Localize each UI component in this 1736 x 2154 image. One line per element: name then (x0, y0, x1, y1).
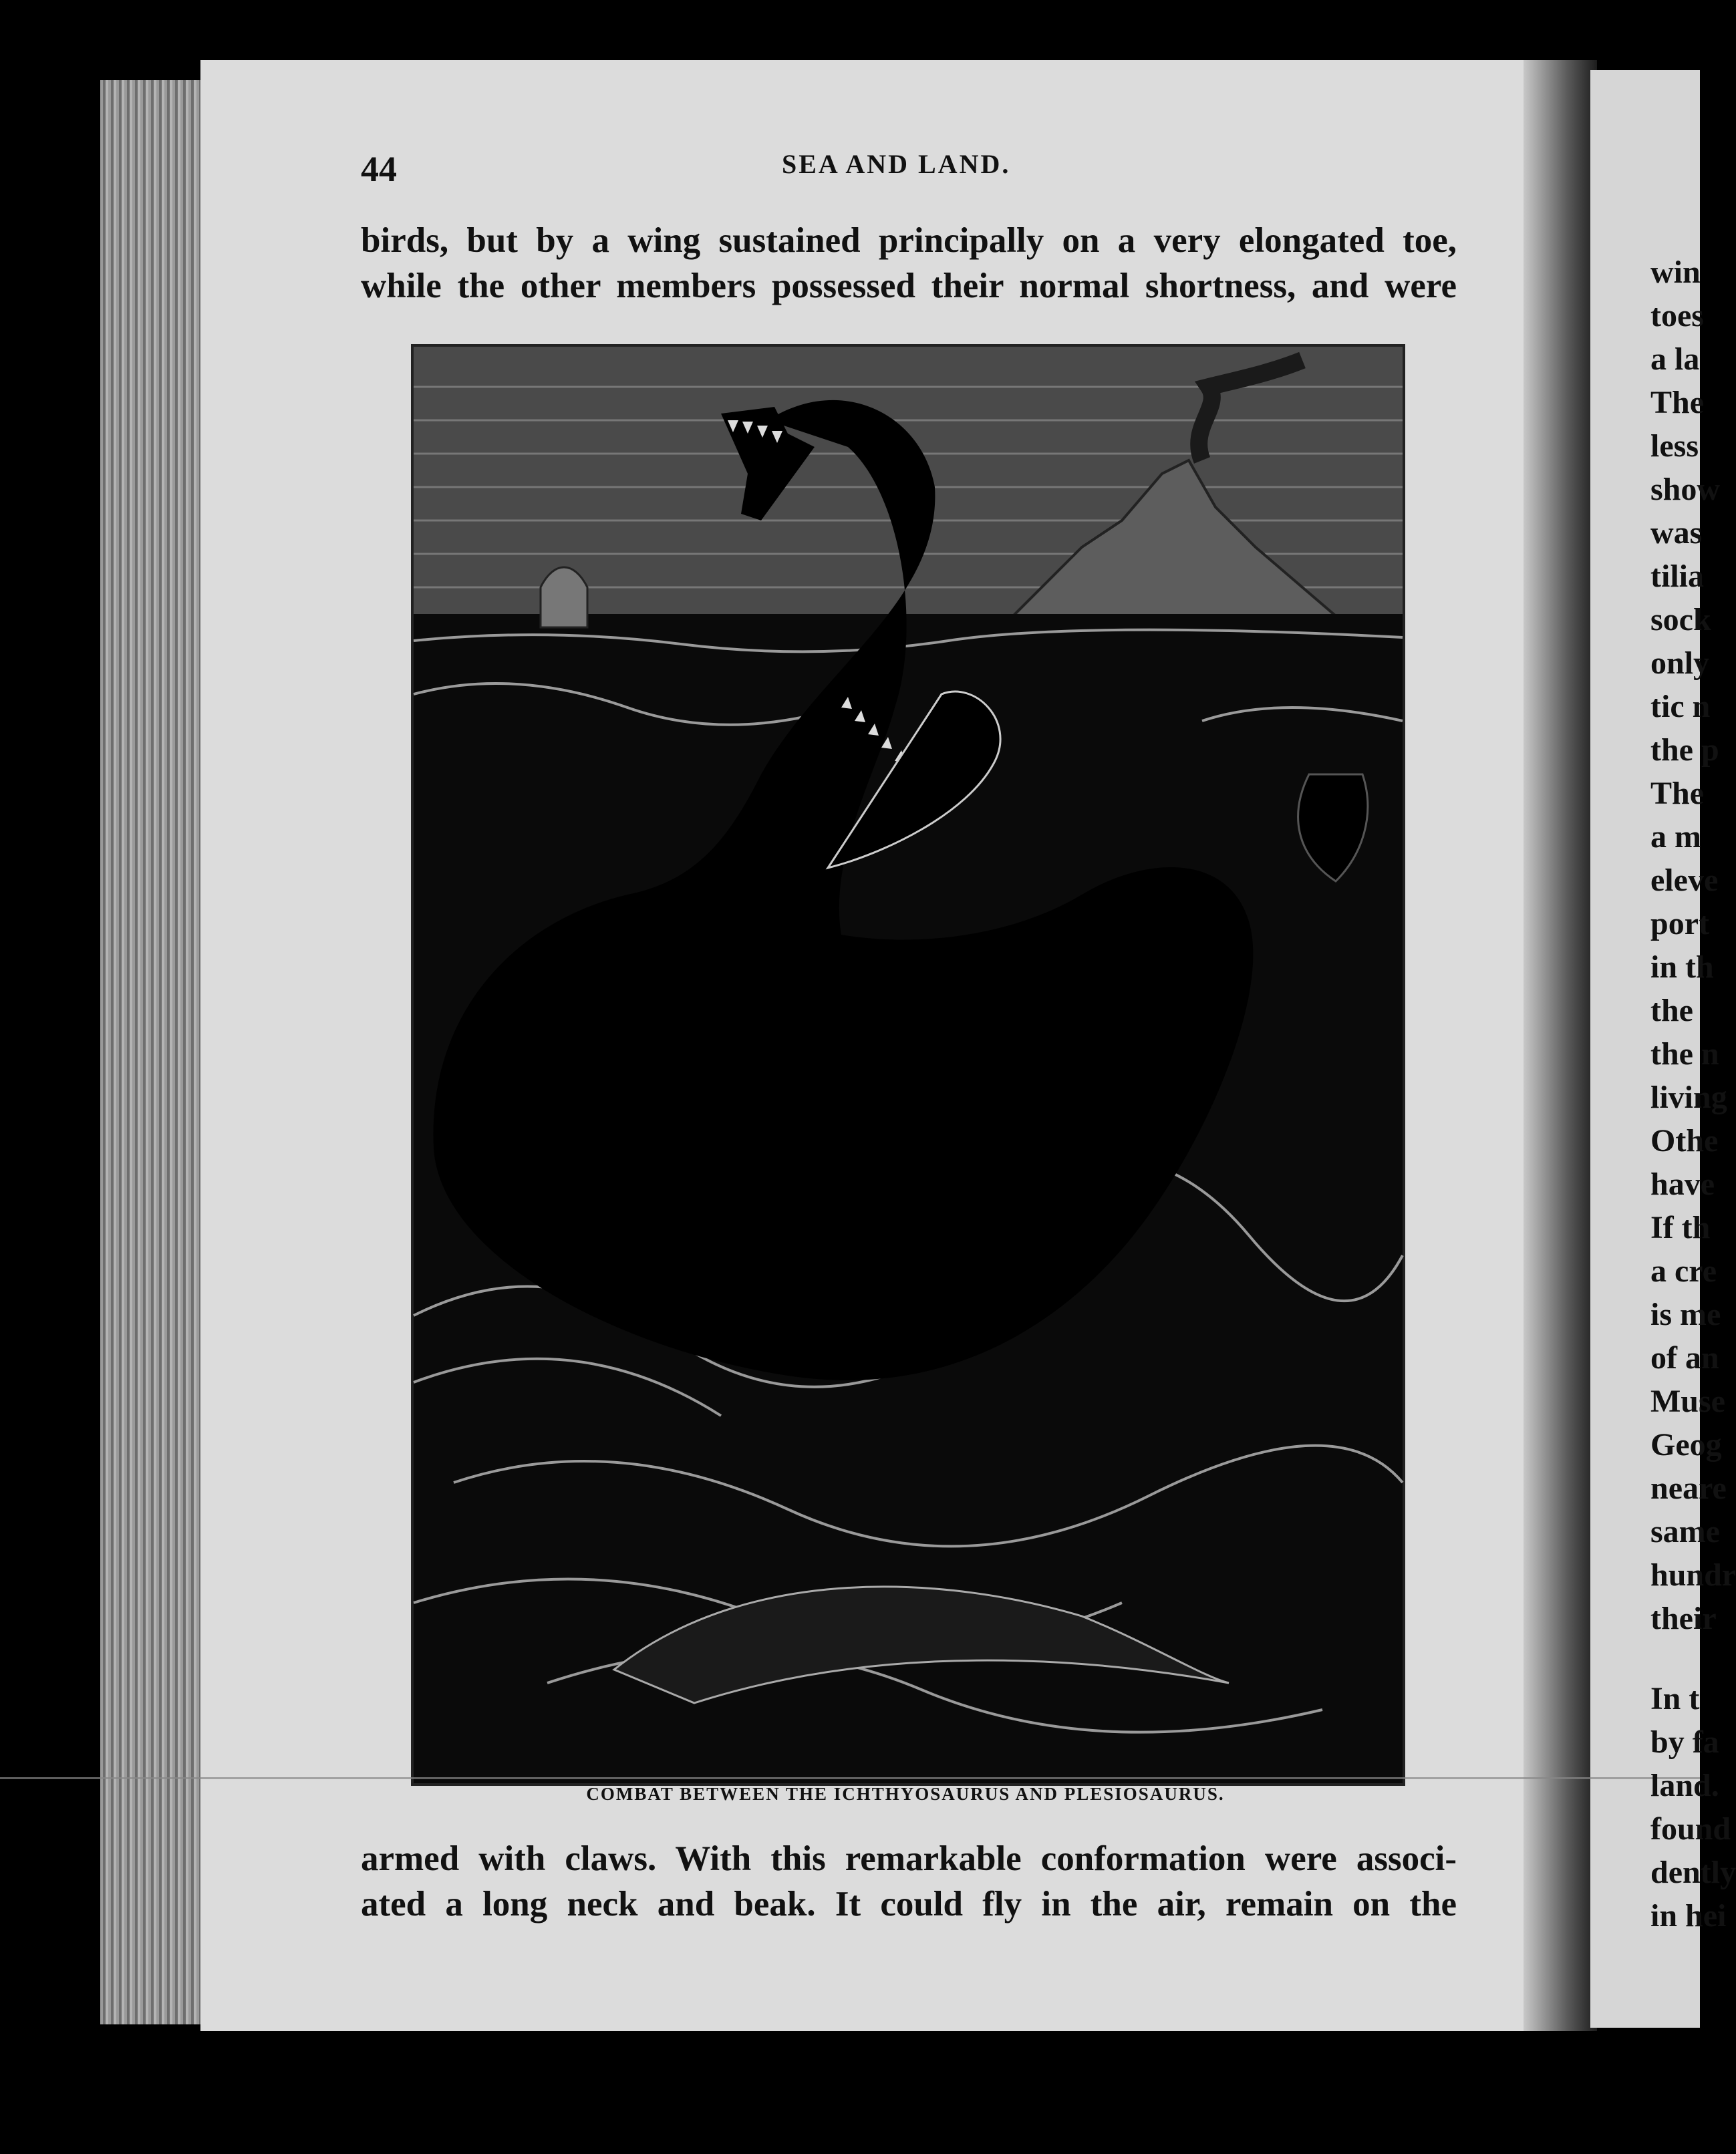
body-line-4: ated a long neck and beak. It could fly in the air, remain on the (361, 1885, 1457, 1924)
sea-monster-engraving (414, 347, 1403, 1783)
facing-line-24: a cre (1650, 1253, 1717, 1289)
facing-line-37: dently (1650, 1855, 1736, 1890)
body-line-3: armed with claws. With this remarkable conformation were associ- (361, 1839, 1457, 1878)
engraving-illustration (411, 344, 1405, 1786)
facing-line-22: have (1650, 1167, 1715, 1202)
figure-caption: COMBAT BETWEEN THE ICHTHYOSAURUS AND PLESIOSAURUS. (586, 1784, 1225, 1804)
page-number: 44 (361, 149, 397, 189)
facing-line-36: found (1650, 1811, 1731, 1847)
facing-line-38: in hei (1650, 1898, 1727, 1934)
facing-line-31: hundr (1650, 1557, 1736, 1593)
facing-line-7: was (1650, 515, 1703, 551)
facing-line-26: of an (1650, 1340, 1719, 1376)
facing-line-35: land. (1650, 1768, 1719, 1803)
facing-line-19: the n (1650, 1036, 1719, 1072)
body-line-2: while the other members possessed their normal shortness, and were (361, 267, 1457, 305)
facing-line-11: tic n (1650, 689, 1711, 724)
facing-line-28: Geog (1650, 1427, 1722, 1463)
facing-line-21: Othe (1650, 1123, 1719, 1159)
facing-line-6: show (1650, 472, 1721, 507)
facing-line-25: is me (1650, 1297, 1721, 1332)
facing-line-18: the (1650, 993, 1693, 1028)
facing-line-20: living (1650, 1080, 1727, 1115)
facing-line-17: in th (1650, 949, 1714, 985)
facing-line-5: less (1650, 428, 1699, 464)
page-edge (100, 80, 207, 2024)
facing-line-23: If th (1650, 1210, 1711, 1245)
facing-line-29: neare (1650, 1471, 1727, 1506)
facing-line-1: win (1650, 255, 1701, 290)
facing-line-30: same (1650, 1514, 1720, 1549)
facing-line-34: by fa (1650, 1724, 1719, 1760)
facing-line-32: their (1650, 1601, 1717, 1636)
book-spine (1524, 60, 1597, 2031)
scan-artifact-line (0, 1777, 1700, 1779)
facing-line-10: only (1650, 645, 1710, 681)
facing-line-15: eleve (1650, 863, 1719, 898)
body-line-1: birds, but by a wing sustained principally on a very elongated toe, (361, 221, 1457, 260)
facing-line-8: tilia (1650, 559, 1704, 594)
facing-line-2: toes (1650, 298, 1704, 333)
facing-line-12: the p (1650, 732, 1719, 768)
facing-line-16: port (1650, 906, 1709, 941)
running-head: SEA AND LAND. (782, 149, 1011, 179)
facing-line-33: In t (1650, 1681, 1700, 1716)
facing-line-14: a m (1650, 819, 1701, 855)
facing-line-4: The (1650, 385, 1705, 420)
facing-line-27: Muse (1650, 1384, 1725, 1419)
facing-line-3: a la (1650, 341, 1700, 377)
distant-creature (541, 567, 587, 627)
facing-line-9: sock (1650, 602, 1711, 637)
facing-line-13: The (1650, 776, 1705, 811)
